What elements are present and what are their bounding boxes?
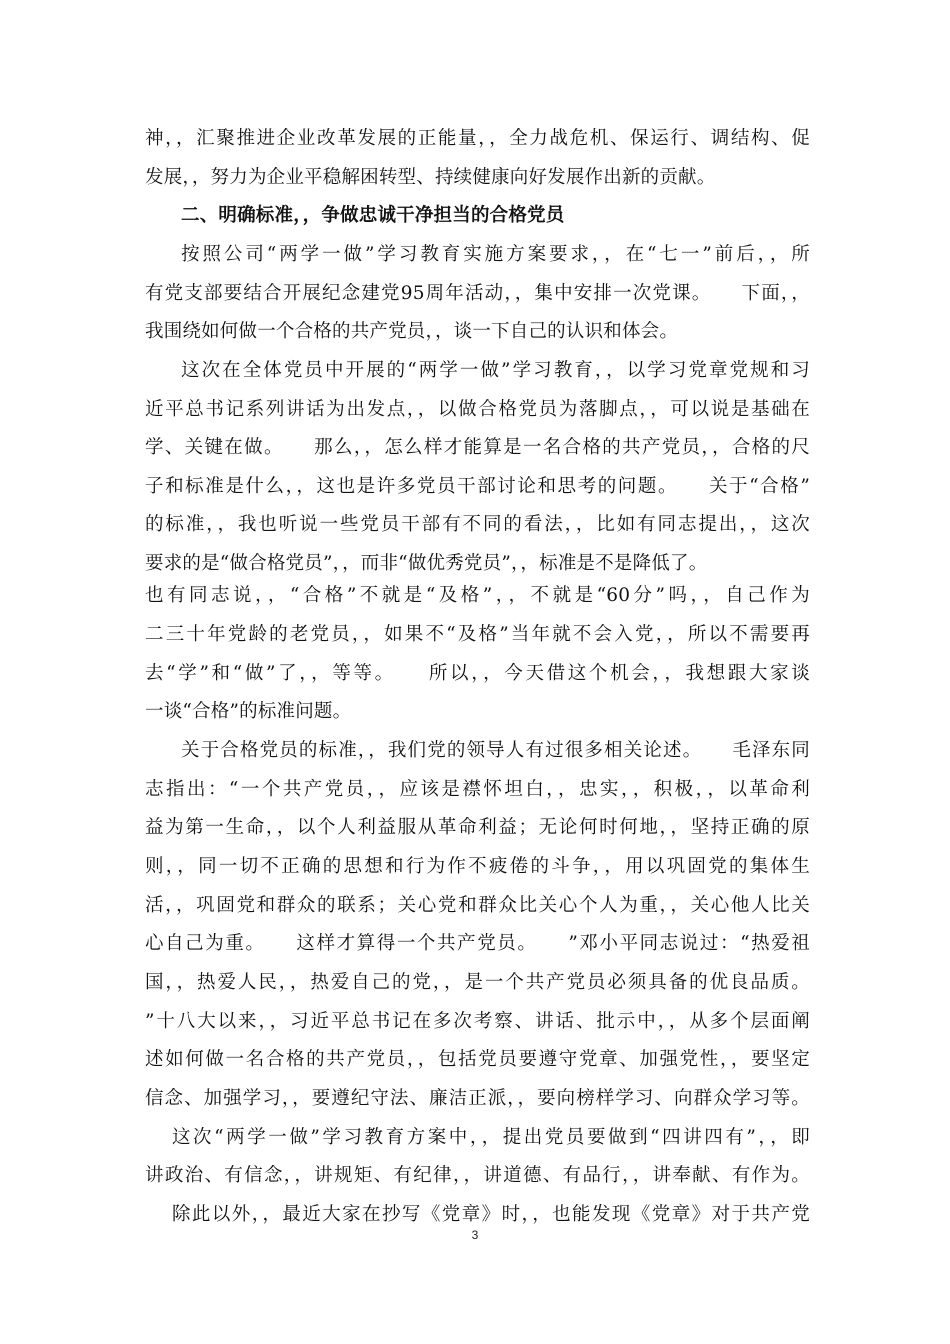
text-line: 要求的是“做合格党员”，，而非“做优秀党员”，，标准是不是降低了。 [145,553,708,574]
text-line: 子和标准是什么，，这也是许多党员干部讨论和思考的问题。 关于“合格” [145,476,810,497]
text-line: 我围绕如何做一个合格的共产党员，，谈一下自己的认识和体会。 [145,321,679,342]
text-line: 心自己为重。 这样才算得一个共产党员。 ”邓小平同志说过：“热爱祖 [145,933,810,954]
page-number: 3 [471,1228,479,1242]
text-line: 则，，同一切不正确的思想和行为作不疲倦的斗争，，用以巩固党的集体生 [145,856,810,877]
text-line: 活，，巩固党和群众的联系；关心党和群众比关心个人为重，，关心他人比关 [145,895,810,916]
text-line: 近平总书记系列讲话为出发点，，以做合格党员为落脚点，，可以说是基础在 [145,399,810,420]
text-line: 二三十年党龄的老党员，，如果不“及格”当年就不会入党，，所以不需要再 [145,624,810,645]
text-line: 述如何做一名合格的共产党员，，包括党员要遵守党章、加强党性，，要坚定 [145,1049,810,1070]
text-line: 关于合格党员的标准，，我们党的领导人有过很多相关论述。 毛泽东同 [181,740,810,761]
text-line: 有党支部要结合开展纪念建党95周年活动，，集中安排一次党课。 下面，， [145,283,810,304]
text-line: 神，，汇聚推进企业改革发展的正能量，，全力战危机、保运行、调结构、促 [145,128,810,149]
text-line: 讲政治、有信念，，讲规矩、有纪律，，讲道德、有品行，，讲奉献、有作为。 [145,1165,810,1186]
text-line: 这次在全体党员中开展的“两学一做”学习教育，，以学习党章党规和习 [181,360,810,381]
text-line: 学、关键在做。 那么，，怎么样才能算是一名合格的共产党员，，合格的尺 [145,437,810,458]
text-line: 也有同志说，，“合格”不就是“及格”，，不就是“60分”吗，，自己作为 [145,585,810,606]
text-line: 发展，，努力为企业平稳解困转型、持续健康向好发展作出新的贡献。 [145,167,716,188]
text-line: 一谈“合格”的标准问题。 [145,701,352,722]
text-line: 按照公司“两学一做”学习教育实施方案要求，，在“七一”前后，，所 [181,244,810,265]
text-line: 国，，热爱人民，，热爱自己的党，，是一个共产党员必须具备的优良品质。 [145,972,810,993]
text-line: 的标准，，我也听说一些党员干部有不同的看法，，比如有同志提出，，这次 [145,514,810,535]
section-heading: 二、明确标准，，争做忠诚干净担当的合格党员 [181,205,565,226]
text-line: 这次“两学一做”学习教育方案中，，提出党员要做到“四讲四有”，，即 [172,1127,810,1148]
text-line: 益为第一生命，，以个人利益服从革命利益；无论何时何地，，坚持正确的原 [145,817,810,838]
text-line: 去“学”和“做”了，，等等。 所以，，今天借这个机会，，我想跟大家谈 [145,663,810,684]
text-line: ”十八大以来，，习近平总书记在多次考察、讲话、批示中，，从多个层面阐 [145,1011,810,1032]
text-line: 除此以外，，最近大家在抄写《党章》时，，也能发现《党章》对于共产党 [172,1204,810,1225]
text-line: 信念、加强学习，，要遵纪守法、廉洁正派，，要向榜样学习、向群众学习等。 [145,1088,810,1109]
text-line: 志指出：“一个共产党员，，应该是襟怀坦白，，忠实，，积极，，以革命利 [145,779,810,800]
